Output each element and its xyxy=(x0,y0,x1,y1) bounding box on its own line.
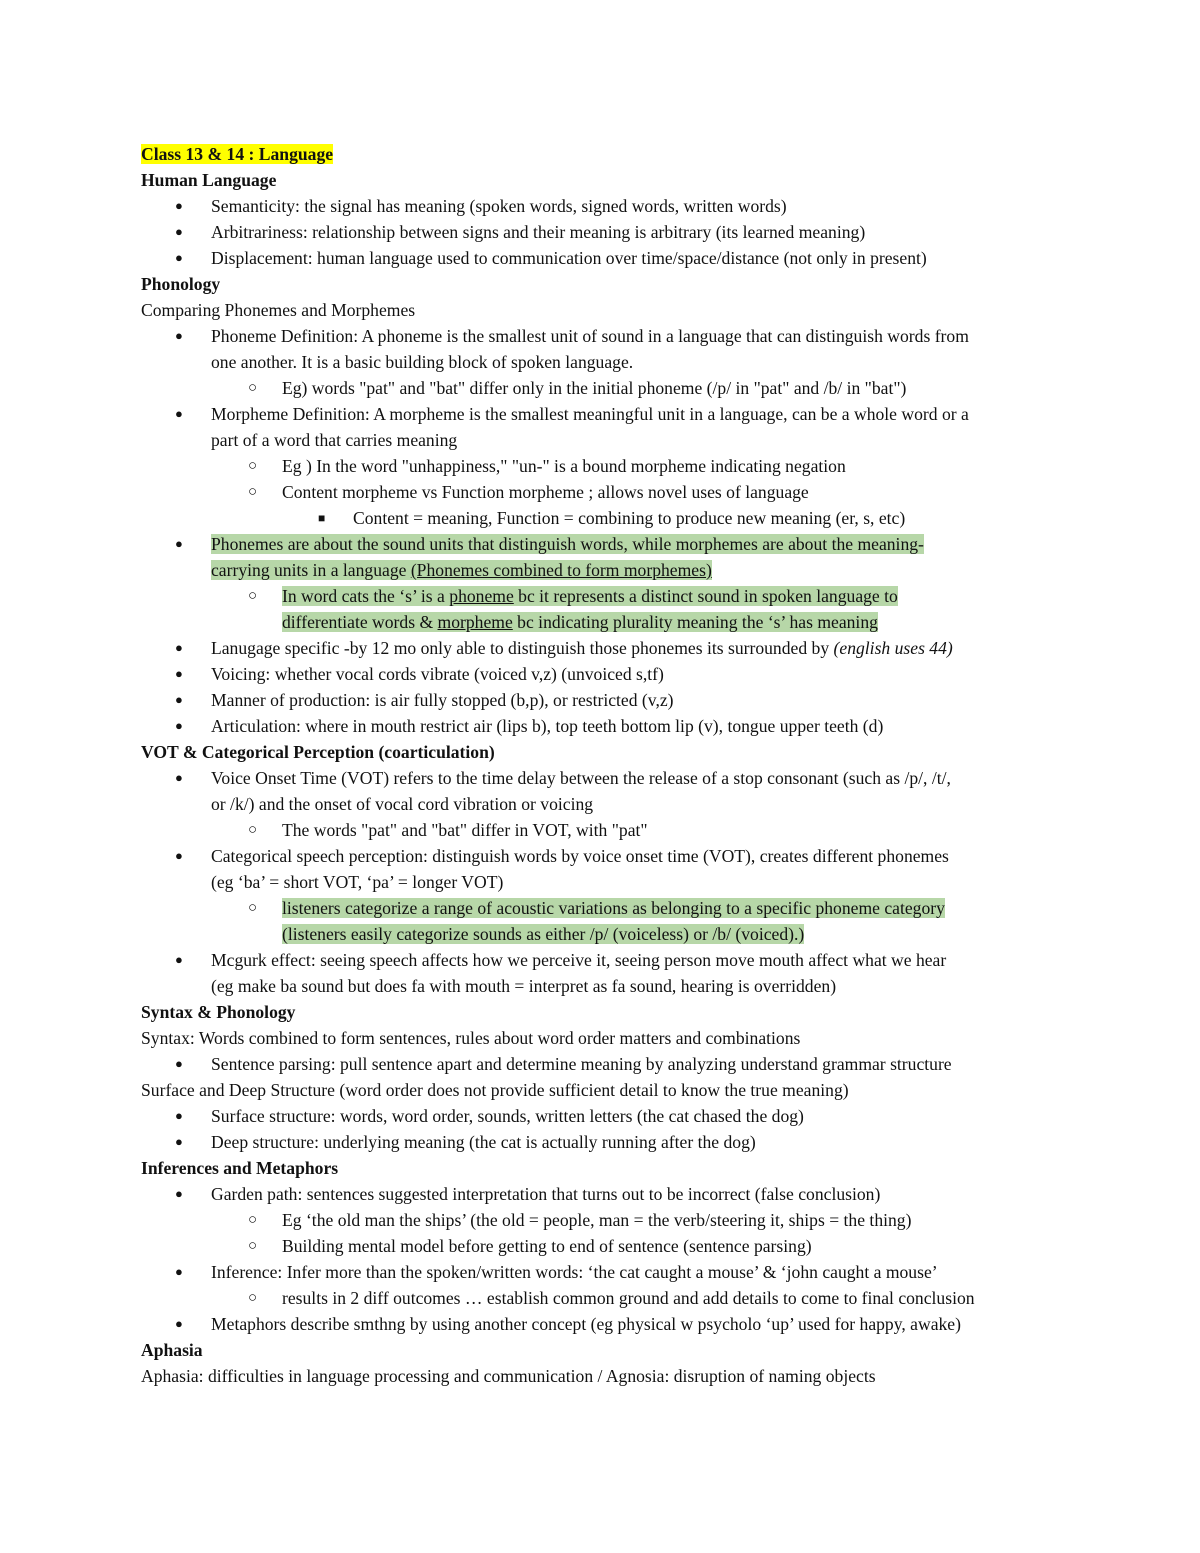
list-item: ○ The words "pat" and "bat" differ in VOT, with "pat" xyxy=(141,817,1071,843)
list-item-continuation: differentiate words & morpheme bc indicating plurality meaning the ‘s’ has meaning xyxy=(282,612,878,632)
bullet-icon: ● xyxy=(175,848,183,863)
list-item: ● Garden path: sentences suggested interpretation that turns out to be incorrect (false conclusion) xyxy=(141,1181,1071,1207)
bullet-icon: ● xyxy=(175,1186,183,1201)
list-item: ○ Building mental model before getting to end of sentence (sentence parsing) xyxy=(141,1233,1071,1259)
list-item: ● Categorical speech perception: distinguish words by voice onset time (VOT), creates different phonemes xyxy=(141,843,1071,869)
circle-bullet-icon: ○ xyxy=(248,484,258,500)
list-item: ● Phoneme Definition: A phoneme is the smallest unit of sound in a language that can distinguish words from xyxy=(141,323,1071,349)
paragraph: Surface and Deep Structure (word order does not provide sufficient detail to know the true meaning) xyxy=(141,1080,849,1100)
document-page xyxy=(141,141,1071,1389)
list-item: ○ Eg ) In the word "unhappiness," "un-" is a bound morpheme indicating negation xyxy=(141,453,1071,479)
circle-bullet-icon: ○ xyxy=(248,822,258,838)
list-item: ● Morpheme Definition: A morpheme is the smallest meaningful unit in a language, can be a whole word or a xyxy=(141,401,1071,427)
circle-bullet-icon: ○ xyxy=(248,588,258,604)
bullet-icon: ● xyxy=(175,1056,183,1071)
list-item: ○ results in 2 diff outcomes … establish common ground and add details to come to final conclusion xyxy=(141,1285,1071,1311)
list-item: ● Mcgurk effect: seeing speech affects how we perceive it, seeing person move mouth affect what we hear xyxy=(141,947,1071,973)
subheading: Comparing Phonemes and Morphemes xyxy=(141,300,416,320)
circle-bullet-icon: ○ xyxy=(248,900,258,916)
circle-bullet-icon: ○ xyxy=(248,458,258,474)
list-item: ■ Content = meaning, Function = combining to produce new meaning (er, s, etc) xyxy=(141,505,1071,531)
list-item-continuation: (listeners easily categorize sounds as either /p/ (voiceless) or /b/ (voiced).) xyxy=(282,924,805,944)
list-item-continuation: or /k/) and the onset of vocal cord vibration or voicing xyxy=(211,794,594,814)
bullet-icon: ● xyxy=(175,692,183,707)
list-item: ○ Eg) words "pat" and "bat" differ only in the initial phoneme (/p/ in "pat" and /b/ in "bat") xyxy=(141,375,1071,401)
bullet-icon: ● xyxy=(175,640,183,655)
list-item-continuation: (eg make ba sound but does fa with mouth = interpret as fa sound, hearing is overridden) xyxy=(211,976,837,996)
list-item: ○ Content morpheme vs Function morpheme ; allows novel uses of language xyxy=(141,479,1071,505)
list-item: ● Inference: Infer more than the spoken/written words: ‘the cat caught a mouse’ & ‘john caught a mouse’ xyxy=(141,1259,1071,1285)
list-item: ● Displacement: human language used to communication over time/space/distance (not only in present) xyxy=(141,245,1071,271)
list-item: ○ In word cats the ‘s’ is a phoneme bc it represents a distinct sound in spoken language to xyxy=(141,583,1071,609)
section-heading-syntax: Syntax & Phonology xyxy=(141,1002,296,1022)
section-heading-human-language: Human Language xyxy=(141,170,277,190)
list-item: ● Arbitrariness: relationship between signs and their meaning is arbitrary (its learned meaning) xyxy=(141,219,1071,245)
paragraph: Aphasia: difficulties in language processing and communication / Agnosia: disruption of naming objects xyxy=(141,1366,876,1386)
bullet-icon: ● xyxy=(175,224,183,239)
list-item: ● Deep structure: underlying meaning (the cat is actually running after the dog) xyxy=(141,1129,1071,1155)
list-item: ● Lanugage specific -by 12 mo only able to distinguish those phonemes its surrounded by (english uses 44) xyxy=(141,635,1071,661)
list-item: ○ Eg ‘the old man the ships’ (the old = people, man = the verb/steering it, ships = the thing) xyxy=(141,1207,1071,1233)
circle-bullet-icon: ○ xyxy=(248,380,258,396)
paragraph: Syntax: Words combined to form sentences, rules about word order matters and combinations xyxy=(141,1028,801,1048)
section-heading-aphasia: Aphasia xyxy=(141,1340,203,1360)
list-item: ● Surface structure: words, word order, sounds, written letters (the cat chased the dog) xyxy=(141,1103,1071,1129)
list-item: ● Articulation: where in mouth restrict air (lips b), top teeth bottom lip (v), tongue upper teeth (d) xyxy=(141,713,1071,739)
list-item: ● Voicing: whether vocal cords vibrate (voiced v,z) (unvoiced s,tf) xyxy=(141,661,1071,687)
list-item-continuation: part of a word that carries meaning xyxy=(211,430,458,450)
bullet-icon: ● xyxy=(175,536,183,551)
list-item: ● Semanticity: the signal has meaning (spoken words, signed words, written words) xyxy=(141,193,1071,219)
bullet-icon: ● xyxy=(175,250,183,265)
bullet-icon: ● xyxy=(175,406,183,421)
circle-bullet-icon: ○ xyxy=(248,1212,258,1228)
list-item-continuation: carrying units in a language (Phonemes combined to form morphemes) xyxy=(211,560,712,580)
document-title: Class 13 & 14 : Language xyxy=(141,144,334,164)
list-item: ● Voice Onset Time (VOT) refers to the time delay between the release of a stop consonant (such as /p/, /t/, xyxy=(141,765,1071,791)
section-heading-phonology: Phonology xyxy=(141,274,221,294)
bullet-icon: ● xyxy=(175,328,183,343)
bullet-icon: ● xyxy=(175,718,183,733)
list-item: ○ listeners categorize a range of acoustic variations as belonging to a specific phoneme category xyxy=(141,895,1071,921)
bullet-icon: ● xyxy=(175,666,183,681)
section-heading-inferences: Inferences and Metaphors xyxy=(141,1158,339,1178)
square-bullet-icon: ■ xyxy=(318,511,326,525)
bullet-icon: ● xyxy=(175,952,183,967)
bullet-icon: ● xyxy=(175,1108,183,1123)
circle-bullet-icon: ○ xyxy=(248,1238,258,1254)
list-item: ● Phonemes are about the sound units that distinguish words, while morphemes are about the meaning- xyxy=(141,531,1071,557)
section-heading-vot: VOT & Categorical Perception (coarticulation) xyxy=(141,742,495,762)
list-item-continuation: one another. It is a basic building block of spoken language. xyxy=(211,352,634,372)
list-item-continuation: (eg ‘ba’ = short VOT, ‘pa’ = longer VOT) xyxy=(211,872,504,892)
bullet-icon: ● xyxy=(175,1316,183,1331)
circle-bullet-icon: ○ xyxy=(248,1290,258,1306)
bullet-icon: ● xyxy=(175,198,183,213)
bullet-icon: ● xyxy=(175,1264,183,1279)
list-item: ● Manner of production: is air fully stopped (b,p), or restricted (v,z) xyxy=(141,687,1071,713)
list-item: ● Sentence parsing: pull sentence apart and determine meaning by analyzing understand grammar structure xyxy=(141,1051,1071,1077)
bullet-icon: ● xyxy=(175,770,183,785)
list-item: ● Metaphors describe smthng by using another concept (eg physical w psycholo ‘up’ used for happy, awake) xyxy=(141,1311,1071,1337)
bullet-icon: ● xyxy=(175,1134,183,1149)
